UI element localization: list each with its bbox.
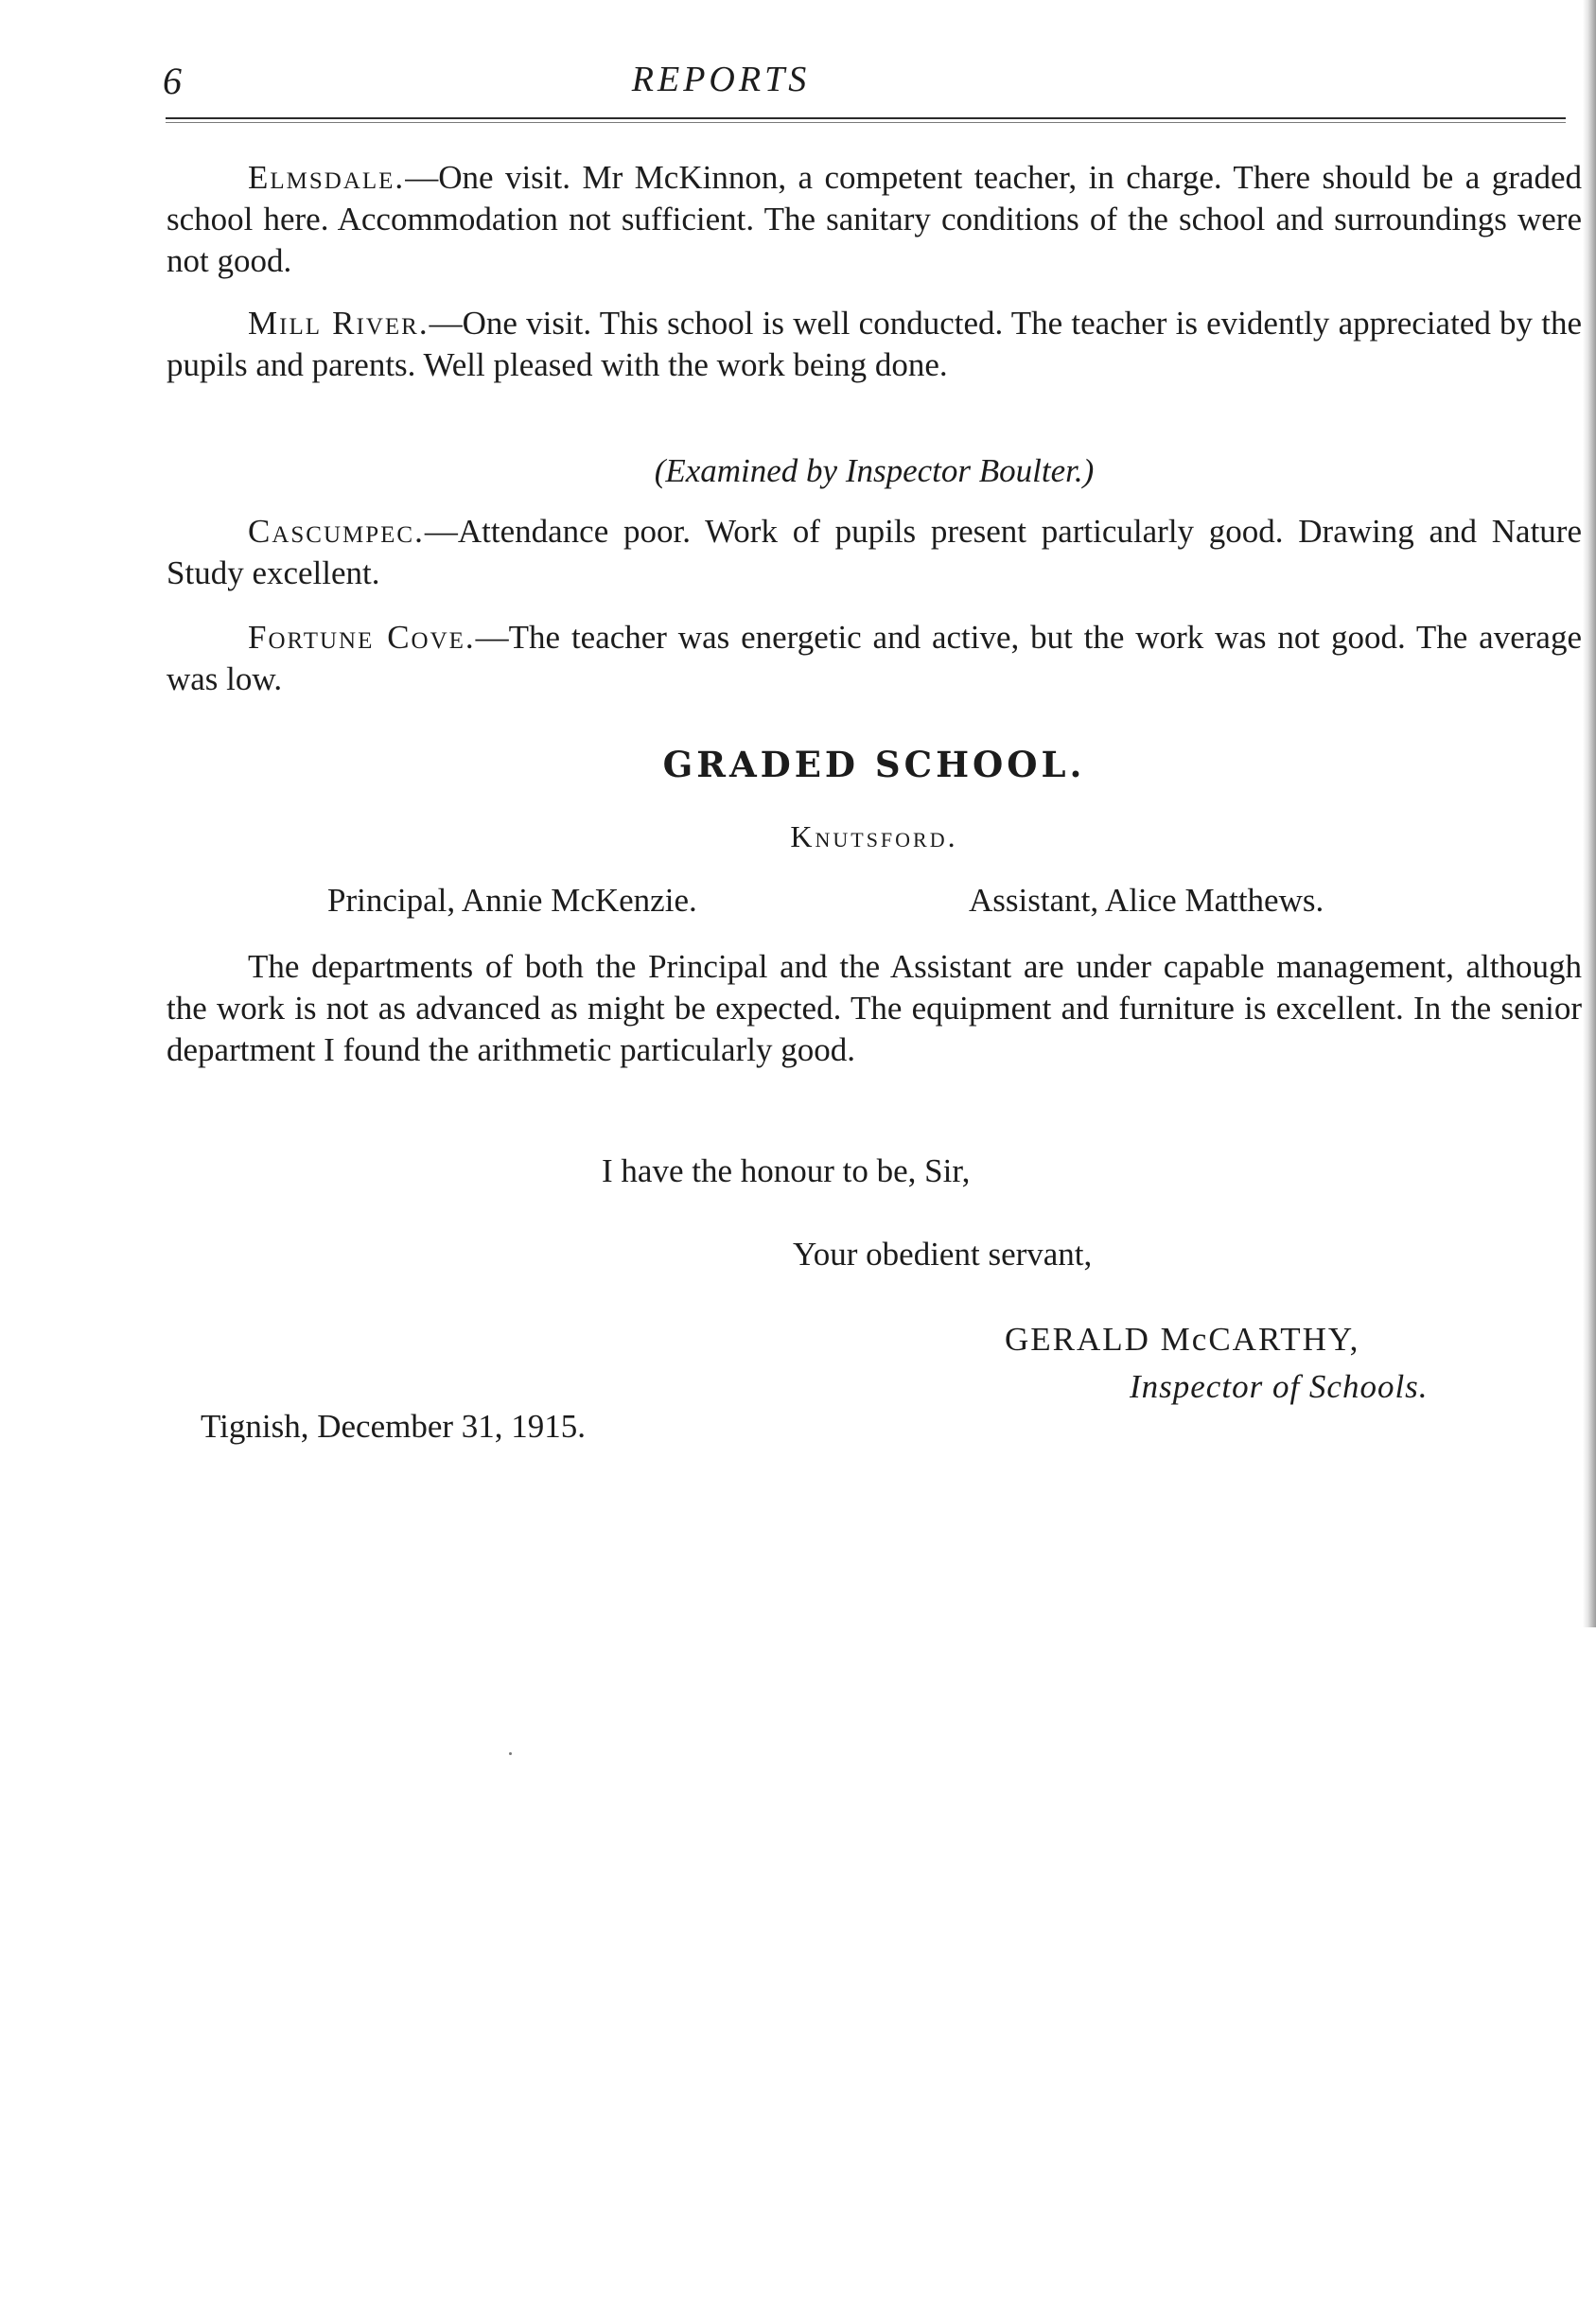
signatory-name: GERALD McCARTHY, <box>1005 1321 1360 1358</box>
graded-school-location: Knutsford. <box>790 819 958 853</box>
page-header <box>163 59 1563 115</box>
entry-place: Mill River. <box>248 305 430 342</box>
graded-school-report: The departments of both the Principal and the Assistant are under capable management, although the work is not as advanced as might be expected. The equipment and furniture is excellent. In the senior department I found the arithmetic particularly good. <box>167 948 1582 1068</box>
scan-shadow-edge <box>1583 0 1596 1627</box>
entry-text: —The teacher was energetic and active, but the work was not good. The average was low. <box>167 619 1582 697</box>
principal-name: Principal, Annie McKenzie. <box>327 882 697 919</box>
header-rule-thin <box>166 122 1566 123</box>
entry-text: —One visit. This school is well conducted. The teacher is evidently appreciated by the pupils and parents. Well pleased with the work being done. <box>167 305 1582 383</box>
signatory-title: Inspector of Schools. <box>1130 1368 1429 1405</box>
place-and-date: Tignish, December 31, 1915. <box>201 1408 587 1445</box>
entry-text: —Attendance poor. Work of pupils present particularly good. Drawing and Nature Study excellent. <box>167 513 1582 591</box>
examiner-note: (Examined by Inspector Boulter.) <box>654 452 1095 489</box>
scan-speck <box>509 1752 512 1755</box>
entry-text: —One visit. Mr McKinnon, a competent teacher, in charge. There should be a graded school here. Accommodation not sufficient. The sanitary conditions of the school and surroundings were not good. <box>167 159 1582 279</box>
running-title: REPORTS <box>631 60 811 99</box>
entry-cascumpec <box>167 511 1582 594</box>
header-rule <box>166 117 1566 119</box>
page-number: 6 <box>163 60 183 102</box>
entry-fortune-cove <box>167 617 1582 700</box>
entry-place: Fortune Cove. <box>248 619 476 656</box>
entry-mill-river <box>167 303 1582 386</box>
entry-elmsdale <box>167 157 1582 282</box>
graded-school-heading: GRADED SCHOOL. <box>662 744 1086 785</box>
entry-place: Elmsdale. <box>248 159 406 196</box>
entry-place: Cascumpec. <box>248 513 425 550</box>
closing-valediction: Your obedient servant, <box>793 1236 1093 1273</box>
assistant-name: Assistant, Alice Matthews. <box>969 882 1324 919</box>
closing-salutation: I have the honour to be, Sir, <box>602 1152 971 1189</box>
